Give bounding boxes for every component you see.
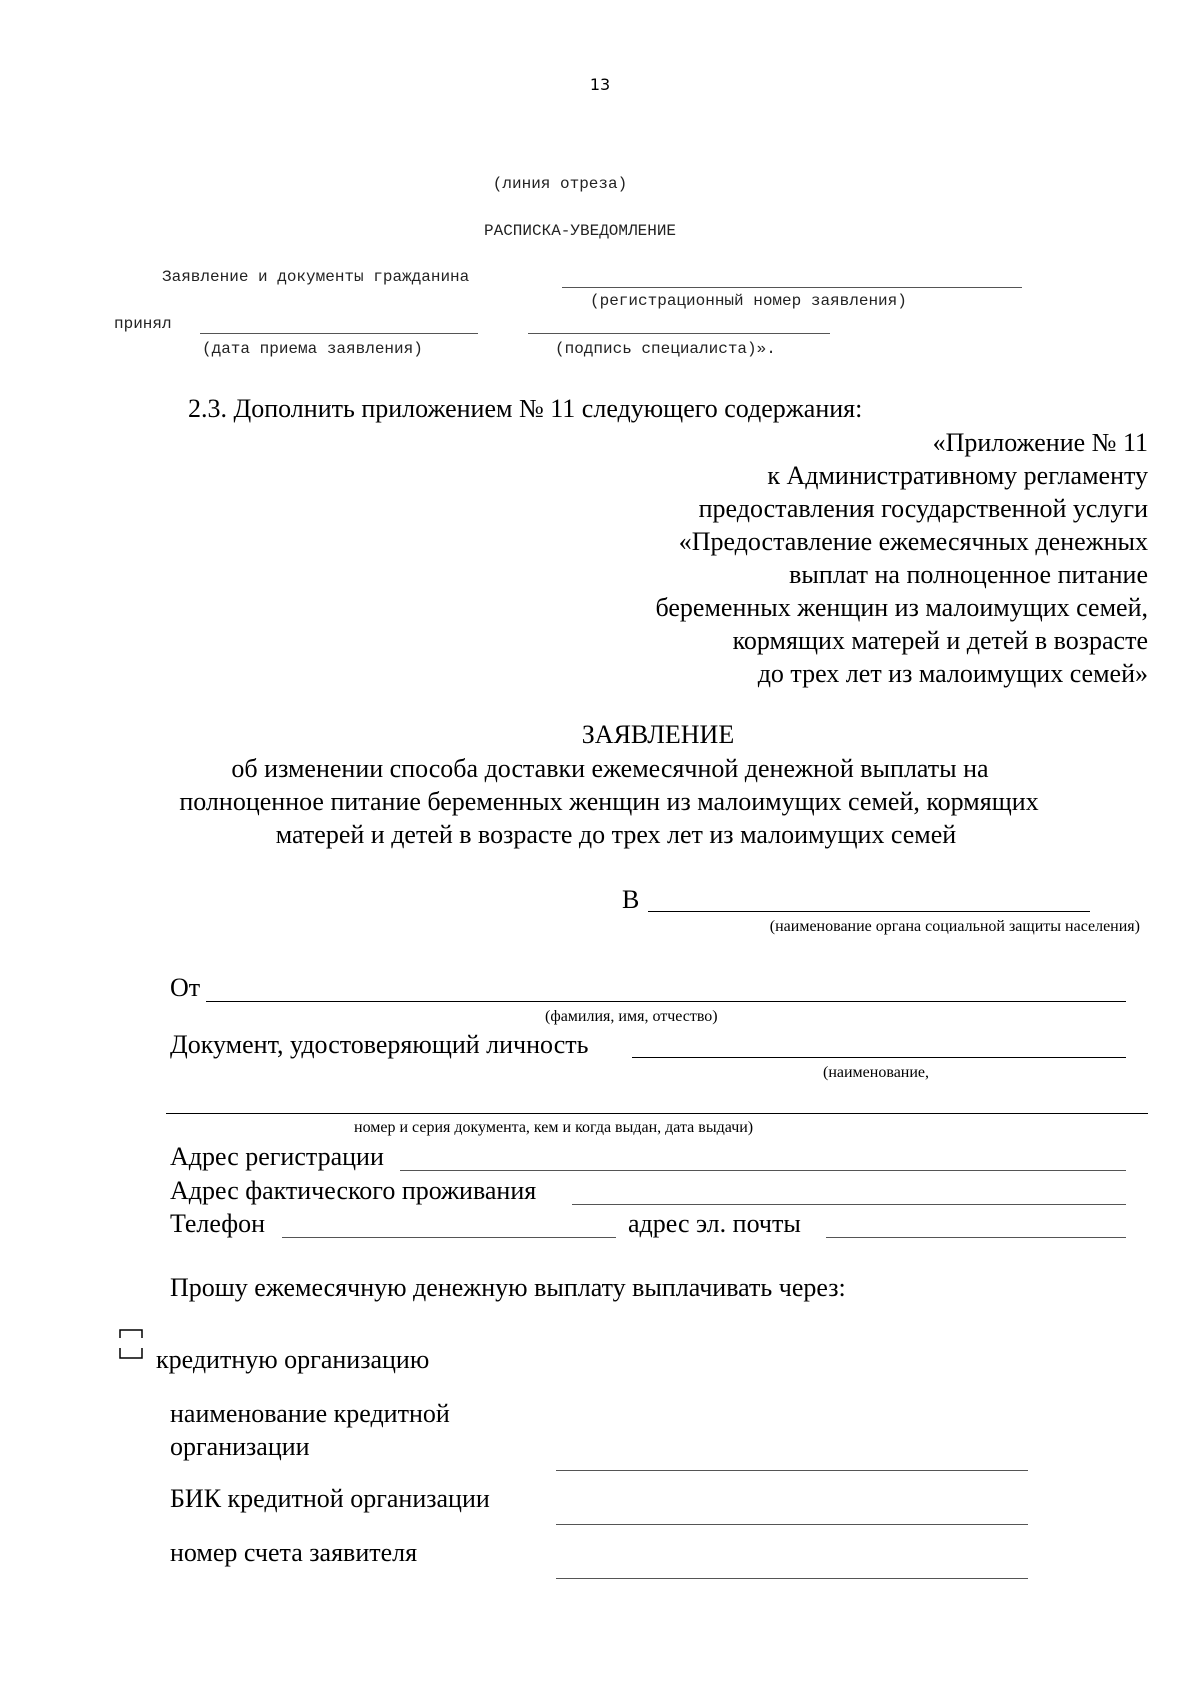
reg-number-field[interactable] [562,287,1022,288]
credit-org-checkbox[interactable] [118,1328,144,1360]
actual-address-field[interactable] [572,1204,1126,1205]
appendix-header-line: до трех лет из малоимущих семей» [757,659,1148,688]
to-label: В [622,885,640,914]
registration-address-label: Адрес регистрации [170,1142,384,1171]
credit-org-name-label [170,1397,450,1463]
phone-label: Телефон [170,1209,266,1238]
signature-caption: (подпись специалиста)». [555,340,776,358]
credit-org-name-field[interactable] [556,1470,1028,1471]
date-caption: (дата приема заявления) [202,340,423,358]
appendix-header-line: «Предоставление ежемесячных денежных [678,527,1148,556]
from-label: От [170,973,201,1002]
subtitle-line: полноценное питание беременных женщин из малоимущих семей, кормящих [179,787,1039,816]
cut-line-label: (линия отреза) [492,175,628,193]
appendix-header-line: к Административному регламенту [767,461,1148,490]
reg-number-caption: (регистрационный номер заявления) [590,292,907,310]
document-details-field[interactable] [166,1113,1148,1114]
amendment-text: 2.3. Дополнить приложением № 11 следующего содержания: [188,394,863,423]
account-label: номер счета заявителя [170,1538,418,1567]
actual-address-label: Адрес фактического проживания [170,1176,537,1205]
phone-field[interactable] [282,1237,616,1238]
document-caption-2: номер и серия документа, кем и когда выдан, дата выдачи) [354,1119,754,1136]
to-field[interactable] [648,911,1090,912]
appendix-header-line: предоставления государственной услуги [698,494,1148,523]
appendix-header-line: выплат на полноценное питание [789,560,1148,589]
credit-org-name-label-line: организации [170,1432,310,1461]
request-text: Прошу ежемесячную денежную выплату выплачивать через: [170,1273,846,1302]
bik-field[interactable] [556,1524,1028,1525]
appendix-header-line: кормящих матерей и детей в возрасте [732,626,1148,655]
bik-label: БИК кредитной организации [170,1484,490,1513]
to-caption: (наименование органа социальной защиты населения) [769,918,1140,935]
appendix-header [656,426,1149,690]
receipt-title: РАСПИСКА-УВЕДОМЛЕНИЕ [483,222,677,240]
accepted-label: принял [114,315,172,333]
credit-org-option-label: кредитную организацию [156,1345,430,1374]
subtitle-line: матерей и детей в возрасте до трех лет из малоимущих семей [275,820,957,849]
subtitle-line: об изменении способа доставки ежемесячной денежной выплаты на [231,754,989,783]
email-field[interactable] [826,1237,1126,1238]
date-field[interactable] [200,333,478,334]
document-field[interactable] [632,1057,1126,1058]
appendix-header-line: «Приложение № 11 [932,428,1148,457]
signature-field[interactable] [528,333,830,334]
credit-org-name-label-line: наименование кредитной [170,1399,450,1428]
document-caption-1: (наименование, [823,1064,930,1081]
from-field[interactable] [206,1001,1126,1002]
registration-address-field[interactable] [400,1170,1126,1171]
application-subtitle [0,752,1200,851]
appendix-header-line: беременных женщин из малоимущих семей, [655,593,1148,622]
from-caption: (фамилия, имя, отчество) [545,1008,718,1025]
email-label: адрес эл. почты [628,1209,801,1238]
account-field[interactable] [556,1578,1028,1579]
statement-label: Заявление и документы гражданина [162,268,470,286]
document-label: Документ, удостоверяющий личность [170,1030,589,1059]
page-number: 13 [589,75,611,94]
application-title: ЗАЯВЛЕНИЕ [581,720,735,749]
